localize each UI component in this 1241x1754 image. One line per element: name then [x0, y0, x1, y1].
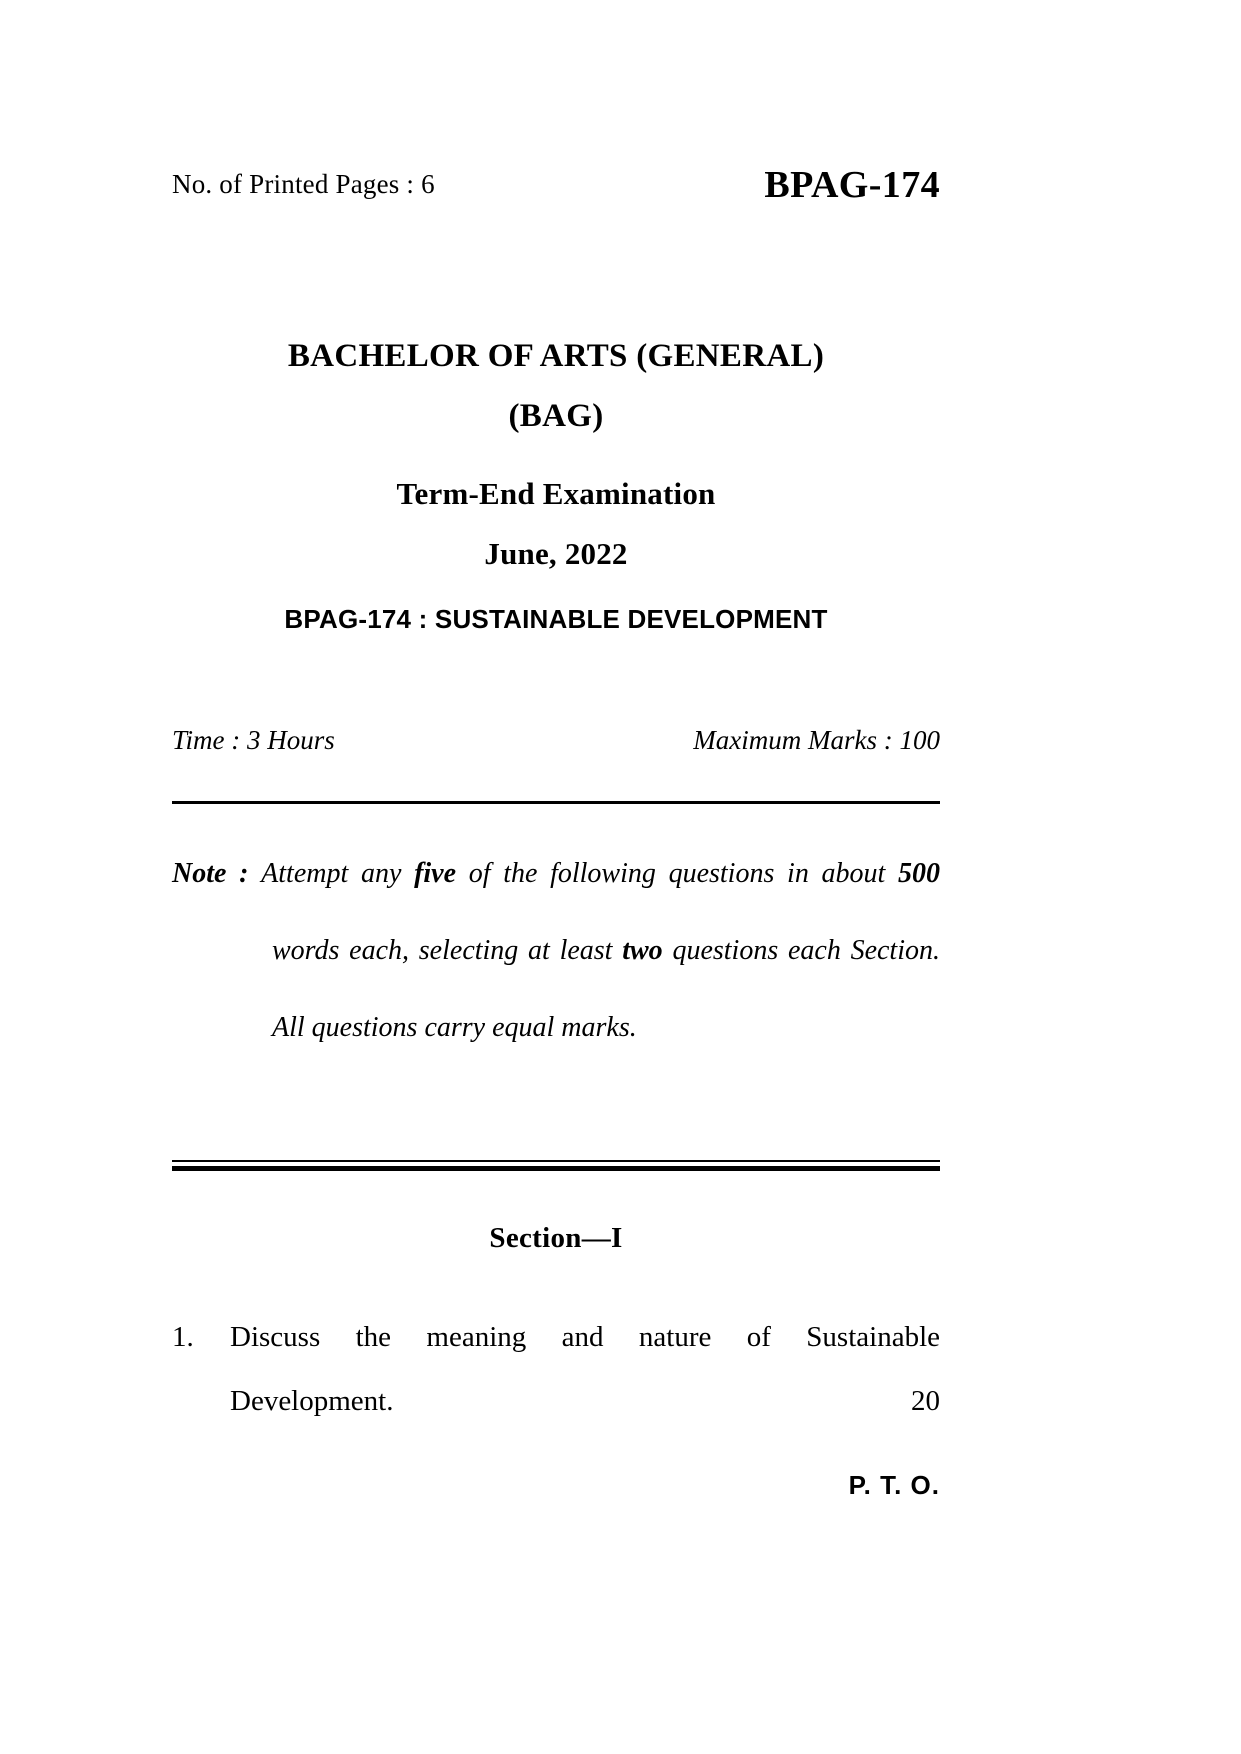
question-text: Discuss the meaning and nature of Sustainable Development.	[230, 1321, 940, 1417]
note-text-part4: questions each Section. All questions carry equal marks.	[272, 935, 940, 1043]
exam-info-row	[172, 725, 940, 765]
page-turn-over-note: P. T. O.	[848, 1470, 940, 1500]
note-text-part3: words each, selecting at least	[272, 935, 623, 966]
horizontal-rule-single	[172, 801, 940, 804]
programme-abbreviation: (BAG)	[508, 398, 604, 434]
horizontal-rule-double	[172, 1160, 940, 1169]
section-heading-1: Section—I	[489, 1222, 623, 1254]
printed-pages-label: No. of Printed Pages : 6	[172, 169, 435, 199]
note-text-part1: Attempt any	[261, 858, 415, 889]
exam-session: June, 2022	[484, 536, 628, 571]
question-marks: 20	[911, 1385, 940, 1417]
rule-thick-line	[172, 1166, 940, 1171]
note-label: Note :	[172, 858, 249, 889]
exam-max-marks: Maximum Marks : 100	[693, 725, 940, 755]
question-body	[230, 1305, 940, 1433]
title-block	[172, 340, 940, 632]
instructions-note	[172, 835, 940, 1066]
note-text-part2: of the following questions in about	[456, 858, 898, 889]
note-emphasis-five: five	[414, 858, 457, 889]
question-list	[172, 1305, 940, 1433]
subject-title: BPAG-174 : SUSTAINABLE DEVELOPMENT	[284, 604, 828, 634]
note-emphasis-two: two	[622, 935, 663, 966]
question-item	[172, 1305, 940, 1433]
rule-thin-line	[172, 1160, 940, 1162]
exam-type-title: Term-End Examination	[396, 476, 716, 511]
course-code-heading: BPAG-174	[764, 164, 940, 206]
note-emphasis-wordcount: 500	[898, 858, 940, 889]
exam-duration: Time : 3 Hours	[172, 725, 335, 755]
programme-title: BACHELOR OF ARTS (GENERAL)	[287, 338, 825, 374]
page-header	[172, 163, 940, 213]
note-spacer	[248, 858, 261, 889]
question-number: 1.	[172, 1321, 194, 1353]
